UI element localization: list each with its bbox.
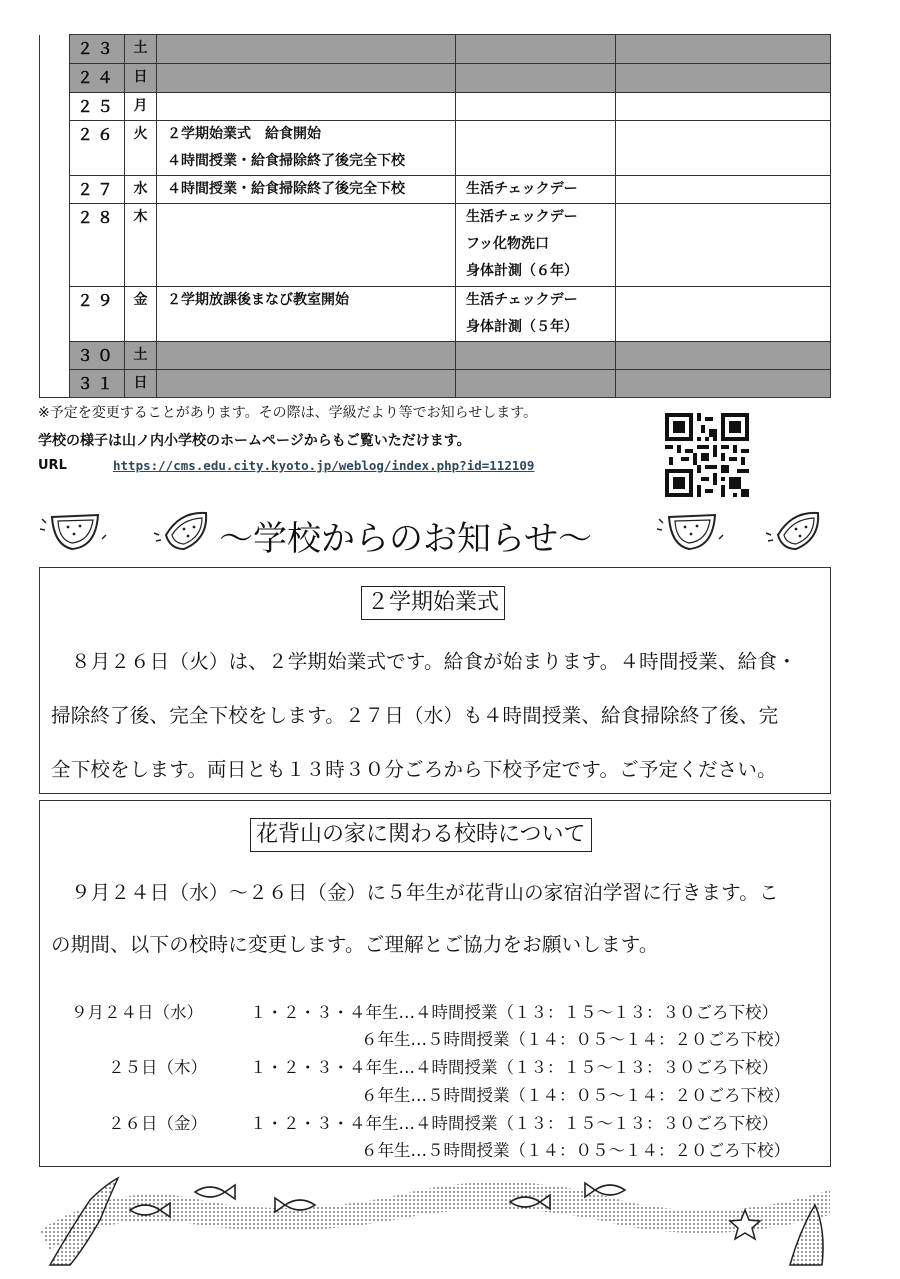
note-cell [456, 64, 616, 93]
note-line: フッ化物洗口 [466, 236, 550, 252]
school-url-link[interactable]: https://cms.edu.city.kyoto.jp/weblog/index.php?id=112109 [113, 458, 535, 473]
weekday: 金 [125, 287, 157, 342]
url-label: URL [38, 458, 67, 473]
weekday: 土 [125, 35, 157, 64]
note-cell [456, 35, 616, 64]
event-cell [157, 35, 456, 64]
extra-cell [616, 121, 831, 176]
extra-cell [616, 204, 831, 287]
event-line: ４時間授業・給食掃除終了後完全下校 [167, 181, 405, 197]
box-title: ２学期始業式 [361, 586, 505, 620]
weekday: 土 [125, 342, 157, 370]
event-cell [157, 342, 456, 370]
note-cell [456, 93, 616, 121]
paragraph-line: 掃除終了後、完全下校をします。２７日（水）も４時間授業、給食掃除終了後、完 [51, 704, 779, 727]
event-line: ２学期始業式 給食開始 [167, 126, 321, 142]
extra-cell [616, 64, 831, 93]
timetable-line: ６年生…５時間授業（１４：０５～１４：２０ごろ下校） [361, 1030, 790, 1049]
notice-heading: ～学校からのお知らせ～ [219, 519, 592, 559]
day-number: ２３ [70, 35, 125, 64]
note-line: 生活チェックデー [466, 209, 578, 225]
extra-cell [616, 93, 831, 121]
schedule-row [40, 342, 831, 370]
schedule-row [40, 93, 831, 121]
month-spine [40, 35, 70, 398]
event-line: ４時間授業・給食掃除終了後完全下校 [167, 153, 405, 169]
weekday: 月 [125, 93, 157, 121]
event-cell [157, 93, 456, 121]
weekday: 火 [125, 121, 157, 176]
day-number: ２５ [70, 93, 125, 121]
homepage-note: 学校の様子は山ノ内小学校のホームページからもご覧いただけます。 [38, 433, 471, 449]
paragraph-line: 全下校をします。両日とも１３時３０分ごろから下校予定です。ご予定ください。 [51, 758, 777, 781]
schedule-row [40, 287, 831, 342]
opening-ceremony-box [39, 567, 831, 794]
event-cell [157, 176, 456, 204]
schedule-row [40, 176, 831, 204]
note-line: 生活チェックデー [466, 292, 578, 308]
watermelon-icon [655, 505, 727, 557]
note-cell [456, 342, 616, 370]
watermelon-icon [150, 505, 220, 557]
qr-code [665, 413, 749, 497]
schedule-row [40, 64, 831, 93]
schedule-row [40, 35, 831, 64]
extra-cell [616, 287, 831, 342]
timetable-date: ２６日（金） [108, 1114, 207, 1133]
weekday: 水 [125, 176, 157, 204]
extra-cell [616, 35, 831, 64]
event-cell [157, 64, 456, 93]
note-line: 生活チェックデー [466, 181, 578, 197]
day-number: ３１ [70, 370, 125, 398]
sea-illustration [0, 1170, 900, 1270]
schedule-row [40, 204, 831, 287]
day-number: ２４ [70, 64, 125, 93]
timetable-line: １・２・３・４年生…４時間授業（１３：１５～１３：３０ごろ下校） [250, 1114, 778, 1133]
watermelon-icon [762, 505, 832, 557]
timetable-line: ６年生…５時間授業（１４：０５～１４：２０ごろ下校） [361, 1086, 790, 1105]
paragraph-line: ８月２６日（火）は、２学期始業式です。給食が始まります。４時間授業、給食・ [71, 650, 797, 673]
event-cell [157, 204, 456, 287]
extra-cell [616, 342, 831, 370]
timetable-date: ２５日（木） [108, 1058, 207, 1077]
day-number: ２６ [70, 121, 125, 176]
timetable-line: ６年生…５時間授業（１４：０５～１４：２０ごろ下校） [361, 1141, 790, 1160]
note-line: 身体計測（５年） [466, 319, 578, 335]
note-cell [456, 204, 616, 287]
schedule-row [40, 121, 831, 176]
change-notice: ※予定を変更することがあります。その際は、学級だより等でお知らせします。 [38, 405, 538, 421]
event-line: ２学期放課後まなび教室開始 [167, 292, 349, 308]
weekday: 日 [125, 64, 157, 93]
paragraph-line: の期間、以下の校時に変更します。ご理解とご協力をお願いします。 [51, 933, 659, 956]
day-number: ２８ [70, 204, 125, 287]
timetable-line: １・２・３・４年生…４時間授業（１３：１５～１３：３０ごろ下校） [250, 1058, 778, 1077]
timetable-line: １・２・３・４年生…４時間授業（１３：１５～１３：３０ごろ下校） [250, 1003, 778, 1022]
event-cell [157, 287, 456, 342]
note-cell [456, 176, 616, 204]
weekday: 木 [125, 204, 157, 287]
paragraph-line: ９月２４日（水）～２６日（金）に５年生が花背山の家宿泊学習に行きます。こ [71, 881, 779, 904]
day-number: ２７ [70, 176, 125, 204]
watermelon-icon [38, 505, 110, 557]
hanase-schedule-box [39, 800, 831, 1167]
timetable-date: ９月２４日（水） [71, 1003, 203, 1022]
schedule-row [40, 370, 831, 398]
weekday: 日 [125, 370, 157, 398]
event-cell [157, 370, 456, 398]
schedule-table [39, 34, 831, 398]
note-cell [456, 370, 616, 398]
extra-cell [616, 370, 831, 398]
day-number: ３０ [70, 342, 125, 370]
note-cell [456, 121, 616, 176]
box-title: 花背山の家に関わる校時について [250, 818, 592, 852]
event-cell [157, 121, 456, 176]
extra-cell [616, 176, 831, 204]
day-number: ２９ [70, 287, 125, 342]
note-line: 身体計測（６年） [466, 263, 578, 279]
note-cell [456, 287, 616, 342]
